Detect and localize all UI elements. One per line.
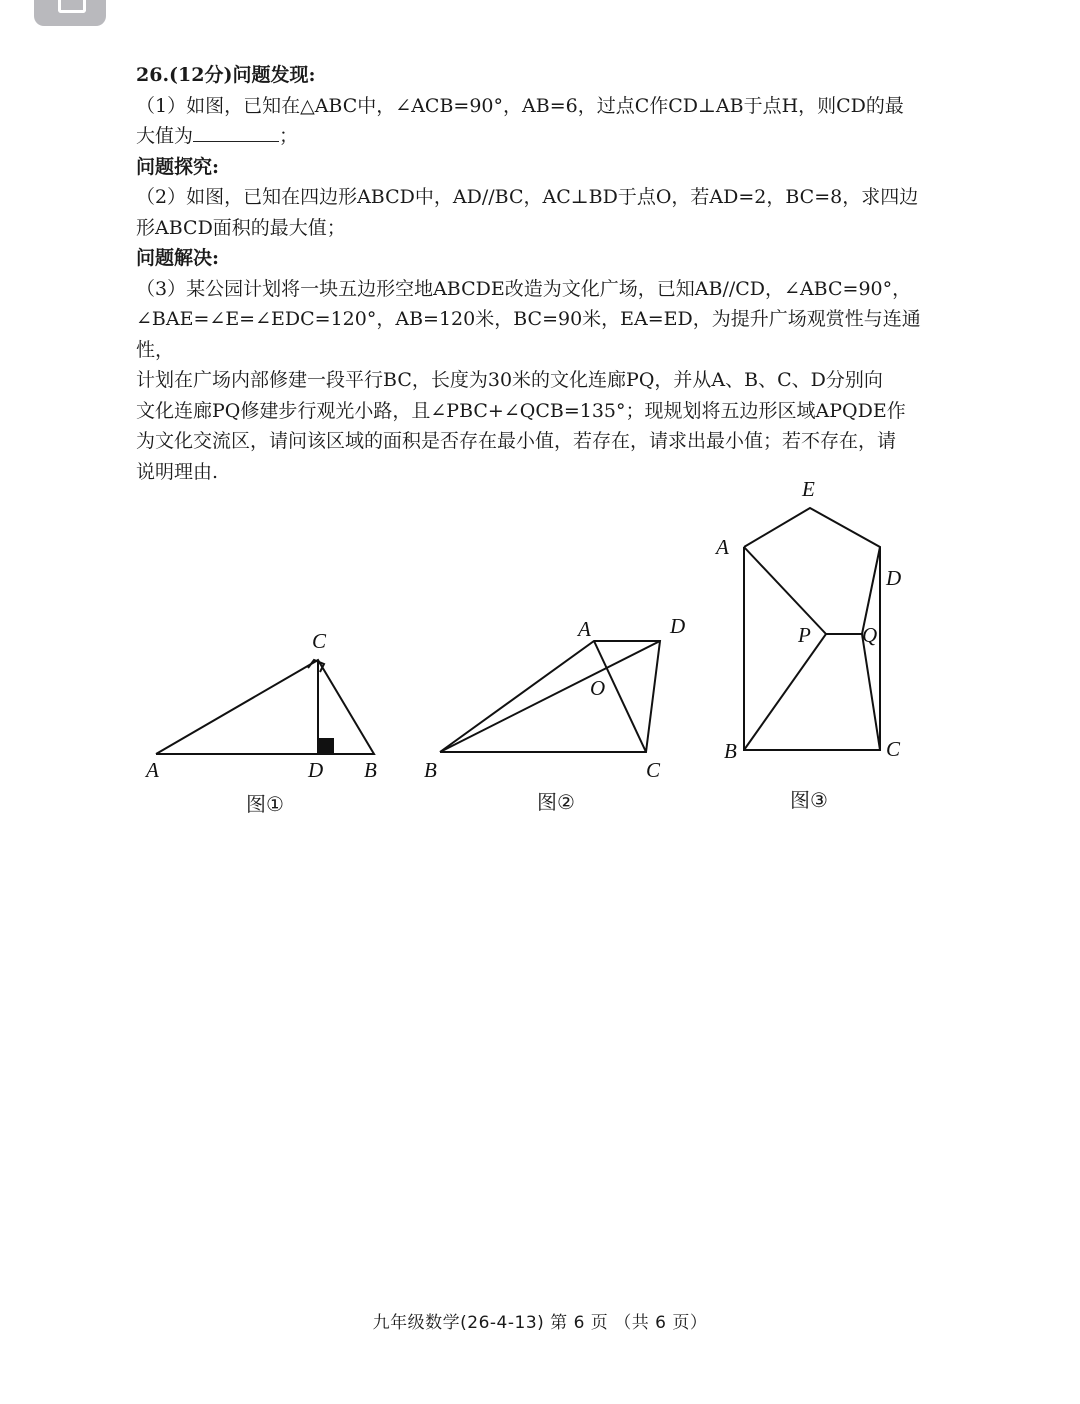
part2-line1: （2）如图，已知在四边形ABCD中，AD//BC，AC⊥BD于点O，若AD=2，BC=8，求四边 <box>136 186 919 208</box>
fig3-point-c: C <box>886 737 901 761</box>
part3-line1: （3）某公园计划将一块五边形空地ABCDE改造为文化广场，已知AB//CD，∠ABC=90°， <box>136 277 912 300</box>
fig2-point-b: B <box>424 758 437 782</box>
fig3-point-e: E <box>802 477 815 501</box>
heading-solve: 问题解决: <box>136 247 220 269</box>
heading-explore: 问题探究: <box>136 155 220 178</box>
figure-2-caption: 图② <box>537 790 575 814</box>
fig1-point-d: D <box>308 758 324 782</box>
fig2-point-d: D <box>670 614 686 638</box>
part3-line5: 为文化交流区，请问该区域的面积是否存在最小值，若存在，请求出最小值；若不存在，请 <box>136 430 897 452</box>
part3-line4: 文化连廊PQ修建步行观光小路，且∠PBC+∠QCB=135°；现规划将五边形区域APQDE作 <box>136 399 906 422</box>
fig1-point-c: C <box>312 629 327 653</box>
fig3-point-p: P <box>798 623 811 647</box>
fig2-point-a: A <box>578 617 591 641</box>
right-angle-marker <box>318 738 334 754</box>
problem-title: 26.(12分)问题发现: <box>136 64 316 86</box>
fig3-point-q: Q <box>862 623 878 647</box>
fig3-point-d: D <box>886 566 902 590</box>
fig2-point-o: O <box>590 676 606 700</box>
part1-line1: （1）如图，已知在△ABC中，∠ACB=90°，AB=6，过点C作CD⊥AB于点H，则CD的最 <box>136 94 904 117</box>
part3-line2: ∠BAE=∠E=∠EDC=120°，AB=120米，BC=90米，EA=ED，为提升广场观赏性与连通性， <box>136 308 921 361</box>
part3-line3: 计划在广场内部修建一段平行BC，长度为30米的文化连廊PQ，并从A、B、C、D分别向 <box>136 369 883 391</box>
fig3-point-b: B <box>724 739 737 763</box>
figure-1-caption: 图① <box>246 792 284 816</box>
fig2-point-c: C <box>646 758 661 782</box>
part1-line2: 大值为 ； <box>136 125 299 147</box>
part2-line2: 形ABCD面积的最大值； <box>136 216 346 239</box>
fig1-point-a: A <box>146 758 159 782</box>
fig1-point-b: B <box>364 758 377 782</box>
part3-line6: 说明理由. <box>136 460 219 483</box>
page-footer: 九年级数学(26-4-13) 第 6 页 （共 6 页） <box>372 1313 708 1333</box>
fig3-point-a: A <box>716 535 729 559</box>
figure-3-caption: 图③ <box>790 788 828 812</box>
